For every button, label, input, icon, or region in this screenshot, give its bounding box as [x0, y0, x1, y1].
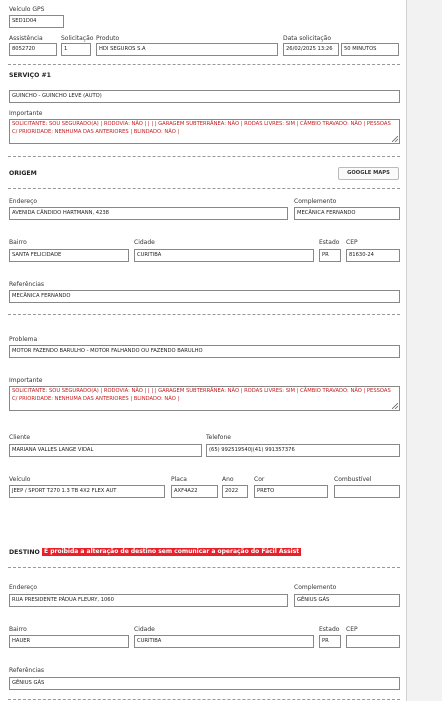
origin-address-label: Endereço — [9, 198, 38, 205]
divider — [8, 64, 400, 65]
color-field[interactable]: PRETO — [254, 485, 328, 498]
origin-cep-field[interactable]: 81630-24 — [346, 249, 400, 262]
destination-district-label: Bairro — [9, 626, 27, 633]
solicitacao-label: Solicitação — [61, 35, 94, 42]
plate-label: Placa — [171, 476, 187, 483]
origin-complement-label: Complemento — [294, 198, 337, 205]
data-solicitacao-field[interactable]: 26/02/2025 13:26 — [283, 43, 339, 56]
destination-complement-label: Complemento — [294, 584, 337, 591]
phone-label: Telefone — [206, 434, 231, 441]
fuel-label: Combustível — [334, 476, 372, 483]
produto-label: Produto — [96, 35, 120, 42]
origin-address-field[interactable]: AVENIDA CÂNDIDO HARTMANN, 4238 — [9, 207, 288, 220]
divider — [8, 188, 400, 189]
divider — [8, 699, 400, 700]
assistencia-field[interactable]: 8052720 — [9, 43, 57, 56]
origin-references-field[interactable]: MECÂNICA FERNANDO — [9, 290, 400, 303]
origin-city-label: Cidade — [134, 239, 155, 246]
vehicle-field[interactable]: JEEP / SPORT T270 1.3 TB 4X2 FLEX AUT — [9, 485, 165, 498]
client-field[interactable]: MARIANA VALLES LANGE VIDAL — [9, 444, 202, 457]
origin-references-label: Referências — [9, 281, 44, 288]
assistencia-label: Assistência — [9, 35, 43, 42]
google-maps-button[interactable]: GOOGLE MAPS — [338, 167, 399, 180]
service-important-textarea[interactable] — [9, 119, 400, 144]
divider — [8, 567, 400, 568]
destination-address-field[interactable]: RUA PRESIDENTE PÁDUA FLEURY, 1060 — [9, 594, 288, 607]
produto-field[interactable]: HDI SEGUROS S.A — [96, 43, 278, 56]
origin-district-field[interactable]: SANTA FELICIDADE — [9, 249, 129, 262]
origin-cep-label: CEP — [346, 239, 358, 246]
vehicle-gps-field[interactable]: SED1D04 — [9, 15, 64, 28]
problem-field[interactable]: MOTOR FAZENDO BARULHO - MOTOR FALHANDO OU FAZENDO BARULHO — [9, 345, 400, 358]
destination-references-label: Referências — [9, 667, 44, 674]
year-field[interactable]: 2022 — [222, 485, 248, 498]
problem-important-label: Importante — [9, 377, 43, 384]
service-important-label: Importante — [9, 110, 43, 117]
origin-state-field[interactable]: PR — [319, 249, 341, 262]
duration-field[interactable]: 50 MINUTOS — [341, 43, 399, 56]
destination-district-field[interactable]: HAUER — [9, 635, 129, 648]
solicitacao-field[interactable]: 1 — [61, 43, 91, 56]
service-important-text: SOLICITANTE: SOU SEGURADO(A) | RODOVIA: NÃO | | | | GARAGEM SUBTERRÂNEA: NÃO | RODAS LIVRES: SIM | CÂMBIO TRAVADO: NÃO | PESSOAS C/ PRIORIDADE: NENHUMA DAS ANTERIORES | BLINDADO: NÃO | — [12, 121, 391, 135]
origin-district-label: Bairro — [9, 239, 27, 246]
origin-section-title: ORIGEM — [9, 170, 37, 177]
service-type-field[interactable]: GUINCHO - GUINCHO LEVE (AUTO) — [9, 90, 400, 103]
origin-city-field[interactable]: CURITIBA — [134, 249, 314, 262]
destination-cep-label: CEP — [346, 626, 358, 633]
vehicle-label: Veículo — [9, 476, 31, 483]
resize-grip-icon[interactable] — [392, 403, 398, 409]
destination-warning-badge: É proibida a alteração de destino sem comunicar a operação do Fácil Assist — [44, 548, 300, 555]
origin-complement-field[interactable]: MECÂNICA FERNANDO — [294, 207, 400, 220]
problem-label: Problema — [9, 336, 38, 343]
divider — [8, 314, 400, 315]
destination-city-field[interactable]: CURITIBA — [134, 635, 314, 648]
plate-field[interactable]: AXF4A22 — [171, 485, 218, 498]
destination-state-field[interactable]: PR — [319, 635, 341, 648]
phone-field[interactable]: (65) 992519540|(41) 991357376 — [206, 444, 400, 457]
fuel-field[interactable] — [334, 485, 400, 498]
service-section-title: SERVIÇO #1 — [9, 72, 51, 79]
destination-address-label: Endereço — [9, 584, 38, 591]
year-label: Ano — [222, 476, 234, 483]
divider — [8, 156, 400, 157]
destination-cep-field[interactable] — [346, 635, 400, 648]
color-label: Cor — [254, 476, 265, 483]
vehicle-gps-label: Veículo GPS — [9, 6, 45, 13]
destination-section-title: DESTINO — [9, 549, 40, 556]
destination-complement-field[interactable]: GÊNIUS GÁS — [294, 594, 400, 607]
destination-references-field[interactable]: GÊNIUS GÁS — [9, 677, 400, 690]
destination-state-label: Estado — [319, 626, 340, 633]
resize-grip-icon[interactable] — [392, 136, 398, 142]
problem-important-text: SOLICITANTE: SOU SEGURADO(A) | RODOVIA: NÃO | | | | GARAGEM SUBTERRÂNEA: NÃO | RODAS LIVRES: SIM | CÂMBIO TRAVADO: NÃO | PESSOAS C/ PRIORIDADE: NENHUMA DAS ANTERIORES | BLINDADO: NÃO | — [12, 388, 391, 402]
data-solicitacao-label: Data solicitação — [283, 35, 332, 42]
destination-city-label: Cidade — [134, 626, 155, 633]
client-label: Cliente — [9, 434, 31, 441]
problem-important-textarea[interactable] — [9, 386, 400, 411]
origin-state-label: Estado — [319, 239, 340, 246]
